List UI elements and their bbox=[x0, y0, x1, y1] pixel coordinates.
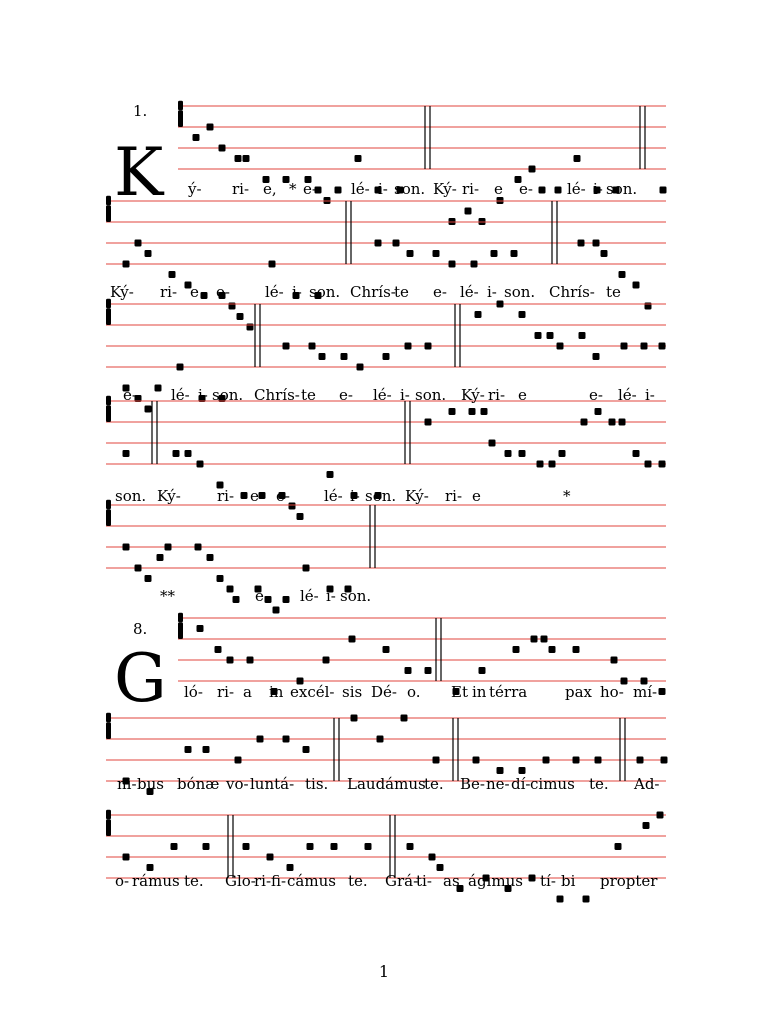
syllable: propter bbox=[600, 872, 658, 890]
syllable: i- bbox=[487, 283, 497, 301]
neume-punctum bbox=[303, 565, 310, 572]
syllable: ri- bbox=[488, 386, 506, 404]
neume-punctum bbox=[287, 864, 294, 871]
syllable: Dé- bbox=[371, 683, 397, 701]
neume-punctum bbox=[437, 864, 444, 871]
neume-punctum bbox=[269, 261, 276, 268]
syllable: ** bbox=[160, 587, 175, 605]
neume-punctum bbox=[573, 757, 580, 764]
syllable: te bbox=[301, 386, 316, 404]
neume-punctum bbox=[215, 646, 222, 653]
neume-punctum bbox=[519, 311, 526, 318]
syllable: Ký- bbox=[110, 283, 134, 301]
neume-punctum bbox=[574, 155, 581, 162]
syllable: lé- bbox=[618, 386, 637, 404]
neume-punctum bbox=[535, 332, 542, 339]
syllable: excél- bbox=[290, 683, 335, 701]
neume-punctum bbox=[615, 843, 622, 850]
neume-punctum bbox=[557, 343, 564, 350]
syllable: fi- bbox=[271, 872, 287, 890]
neume-punctum bbox=[207, 124, 214, 131]
syllable: e- bbox=[339, 386, 353, 404]
neume-punctum bbox=[147, 864, 154, 871]
neume-punctum bbox=[547, 332, 554, 339]
neume-punctum bbox=[273, 607, 280, 614]
neume-punctum bbox=[621, 343, 628, 350]
neume-punctum bbox=[243, 843, 250, 850]
syllable: son. bbox=[340, 587, 372, 605]
neume-punctum bbox=[497, 767, 504, 774]
neume-punctum bbox=[243, 155, 250, 162]
syllable: bi bbox=[561, 872, 576, 890]
neume-punctum bbox=[559, 450, 566, 457]
c-clef bbox=[178, 110, 183, 127]
lyrics-line bbox=[0, 587, 768, 607]
neume-punctum bbox=[543, 757, 550, 764]
syllable: son. bbox=[504, 283, 536, 301]
neume-punctum bbox=[135, 240, 142, 247]
syllable: ri- bbox=[254, 872, 272, 890]
syllable: Be- bbox=[460, 775, 485, 793]
c-clef bbox=[178, 622, 183, 639]
neume-punctum bbox=[469, 408, 476, 415]
syllable: Glo- bbox=[225, 872, 256, 890]
syllable: in bbox=[472, 683, 487, 701]
syllable: dí- bbox=[511, 775, 531, 793]
neume-punctum bbox=[375, 240, 382, 247]
syllable: Ký- bbox=[433, 180, 457, 198]
syllable: i- bbox=[378, 180, 388, 198]
drop-cap-initial: K bbox=[114, 134, 164, 211]
neume-punctum bbox=[357, 364, 364, 371]
neume-punctum bbox=[519, 767, 526, 774]
neume-punctum bbox=[593, 240, 600, 247]
syllable: e- bbox=[433, 283, 447, 301]
neume-punctum bbox=[123, 261, 130, 268]
syllable: e bbox=[518, 386, 527, 404]
neume-punctum bbox=[197, 625, 204, 632]
syllable: lé- bbox=[171, 386, 190, 404]
syllable: te. bbox=[348, 872, 368, 890]
syllable: lé- bbox=[324, 487, 343, 505]
syllable: térra bbox=[489, 683, 528, 701]
syllable: e- bbox=[519, 180, 533, 198]
neume-punctum bbox=[425, 343, 432, 350]
neume-punctum bbox=[307, 843, 314, 850]
neume-punctum bbox=[529, 166, 536, 173]
syllable: lé- bbox=[460, 283, 479, 301]
neume-punctum bbox=[511, 250, 518, 257]
neume-punctum bbox=[583, 896, 590, 903]
neume-punctum bbox=[169, 271, 176, 278]
syllable: ri- bbox=[232, 180, 250, 198]
syllable: i- bbox=[645, 386, 655, 404]
syllable: bónæ bbox=[177, 775, 220, 793]
neume-punctum bbox=[645, 461, 652, 468]
neume-punctum bbox=[578, 240, 585, 247]
neume-punctum bbox=[197, 461, 204, 468]
syllable: Ký- bbox=[461, 386, 485, 404]
neume-punctum bbox=[283, 343, 290, 350]
neume-punctum bbox=[283, 736, 290, 743]
neume-punctum bbox=[349, 636, 356, 643]
neume-punctum bbox=[145, 250, 152, 257]
syllable: in bbox=[269, 683, 284, 701]
c-clef-upper bbox=[106, 810, 111, 819]
syllable: ti- bbox=[416, 872, 432, 890]
neume-punctum bbox=[267, 854, 274, 861]
syllable: lé- bbox=[300, 587, 319, 605]
syllable: e bbox=[190, 283, 199, 301]
syllable: son. bbox=[212, 386, 244, 404]
neume-punctum bbox=[465, 208, 472, 215]
syllable: vo- bbox=[226, 775, 249, 793]
neume-punctum bbox=[383, 646, 390, 653]
syllable: e bbox=[494, 180, 503, 198]
neume-punctum bbox=[643, 822, 650, 829]
syllable: Ad- bbox=[634, 775, 660, 793]
neume-punctum bbox=[355, 155, 362, 162]
neume-punctum bbox=[531, 636, 538, 643]
syllable: ágimus bbox=[468, 872, 523, 890]
c-clef bbox=[106, 308, 111, 325]
neume-punctum bbox=[579, 332, 586, 339]
c-clef-upper bbox=[106, 713, 111, 722]
lyrics-line bbox=[0, 683, 768, 703]
syllable: ri- bbox=[217, 487, 235, 505]
c-clef bbox=[106, 509, 111, 526]
syllable: rámus bbox=[132, 872, 180, 890]
neume-punctum bbox=[405, 343, 412, 350]
neume-punctum bbox=[407, 250, 414, 257]
neume-punctum bbox=[171, 843, 178, 850]
neume-punctum bbox=[611, 657, 618, 664]
neume-punctum bbox=[257, 736, 264, 743]
neume-punctum bbox=[479, 667, 486, 674]
syllable: te bbox=[394, 283, 409, 301]
syllable: te. bbox=[424, 775, 444, 793]
neume-punctum bbox=[641, 343, 648, 350]
syllable: Laudámus bbox=[347, 775, 426, 793]
neume-punctum bbox=[203, 843, 210, 850]
neume-punctum bbox=[135, 565, 142, 572]
neume-punctum bbox=[659, 343, 666, 350]
neume-punctum bbox=[297, 513, 304, 520]
syllable: cámus bbox=[287, 872, 336, 890]
neume-punctum bbox=[327, 471, 334, 478]
syllable: lé- bbox=[265, 283, 284, 301]
neume-punctum bbox=[165, 544, 172, 551]
neume-punctum bbox=[659, 461, 666, 468]
neume-punctum bbox=[549, 461, 556, 468]
neume-punctum bbox=[323, 657, 330, 664]
neume-punctum bbox=[235, 155, 242, 162]
syllable: cimus bbox=[530, 775, 575, 793]
neume-punctum bbox=[123, 450, 130, 457]
neume-punctum bbox=[481, 408, 488, 415]
syllable: son. bbox=[606, 180, 638, 198]
syllable: * bbox=[563, 487, 571, 505]
lyrics-line bbox=[0, 180, 768, 200]
syllable: son. bbox=[415, 386, 447, 404]
neume-punctum bbox=[595, 408, 602, 415]
neume-punctum bbox=[383, 353, 390, 360]
syllable: * bbox=[289, 180, 297, 198]
syllable: o. bbox=[407, 683, 421, 701]
neume-punctum bbox=[489, 440, 496, 447]
neume-punctum bbox=[473, 757, 480, 764]
neume-punctum bbox=[145, 406, 152, 413]
syllable: e- bbox=[303, 180, 317, 198]
syllable: pax bbox=[565, 683, 593, 701]
neume-punctum bbox=[619, 271, 626, 278]
syllable: Et bbox=[451, 683, 468, 701]
syllable: e- bbox=[255, 587, 269, 605]
lyrics-line bbox=[0, 386, 768, 406]
syllable: ri- bbox=[445, 487, 463, 505]
neume-punctum bbox=[303, 746, 310, 753]
neume-punctum bbox=[207, 554, 214, 561]
syllable: son. bbox=[365, 487, 397, 505]
syllable: luntá- bbox=[250, 775, 295, 793]
neume-punctum bbox=[177, 364, 184, 371]
neume-punctum bbox=[657, 812, 664, 819]
lyrics-line bbox=[0, 775, 768, 795]
neume-punctum bbox=[351, 715, 358, 722]
syllable: son. bbox=[115, 487, 147, 505]
neume-punctum bbox=[185, 746, 192, 753]
neume-punctum bbox=[429, 854, 436, 861]
neume-punctum bbox=[449, 261, 456, 268]
syllable: tí- bbox=[540, 872, 556, 890]
syllable: e- bbox=[123, 386, 137, 404]
syllable: mí- bbox=[633, 683, 658, 701]
syllable: ri- bbox=[462, 180, 480, 198]
lyrics-line bbox=[0, 872, 768, 892]
lyrics-line bbox=[0, 487, 768, 507]
syllable: e bbox=[472, 487, 481, 505]
syllable: son. bbox=[309, 283, 341, 301]
neume-punctum bbox=[491, 250, 498, 257]
syllable: Chrís- bbox=[549, 283, 595, 301]
piece-number: 8. bbox=[133, 620, 148, 638]
syllable: lé- bbox=[567, 180, 586, 198]
page-number: 1 bbox=[378, 962, 390, 981]
neume-punctum bbox=[425, 667, 432, 674]
syllable: sis bbox=[342, 683, 363, 701]
neume-punctum bbox=[377, 736, 384, 743]
neume-punctum bbox=[513, 646, 520, 653]
c-clef-upper bbox=[178, 101, 183, 110]
syllable: ni- bbox=[117, 775, 137, 793]
syllable: e, bbox=[263, 180, 277, 198]
syllable: ló- bbox=[184, 683, 203, 701]
neume-punctum bbox=[549, 646, 556, 653]
lyrics-line bbox=[0, 283, 768, 303]
syllable: te bbox=[606, 283, 621, 301]
syllable: i- bbox=[292, 283, 302, 301]
syllable: Chrís- bbox=[254, 386, 300, 404]
syllable: Grá- bbox=[385, 872, 419, 890]
neume-punctum bbox=[661, 757, 668, 764]
syllable: ý- bbox=[188, 180, 202, 198]
syllable: i- bbox=[198, 386, 208, 404]
syllable: ne- bbox=[486, 775, 510, 793]
neume-punctum bbox=[157, 554, 164, 561]
neume-punctum bbox=[237, 313, 244, 320]
syllable: son. bbox=[394, 180, 426, 198]
neume-punctum bbox=[193, 134, 200, 141]
syllable: e bbox=[250, 487, 259, 505]
c-clef bbox=[106, 205, 111, 222]
syllable: Ký- bbox=[157, 487, 181, 505]
neume-punctum bbox=[401, 715, 408, 722]
neume-punctum bbox=[247, 657, 254, 664]
neume-punctum bbox=[393, 240, 400, 247]
neume-punctum bbox=[407, 843, 414, 850]
neume-punctum bbox=[203, 746, 210, 753]
neume-punctum bbox=[609, 419, 616, 426]
syllable: e- bbox=[276, 487, 290, 505]
neume-punctum bbox=[195, 544, 202, 551]
neume-punctum bbox=[227, 657, 234, 664]
syllable: as bbox=[443, 872, 460, 890]
neume-punctum bbox=[619, 419, 626, 426]
syllable: Ký- bbox=[405, 487, 429, 505]
syllable: ri- bbox=[217, 683, 235, 701]
neume-punctum bbox=[593, 353, 600, 360]
c-clef bbox=[106, 405, 111, 422]
neume-punctum bbox=[219, 145, 226, 152]
neume-punctum bbox=[185, 450, 192, 457]
neume-punctum bbox=[471, 261, 478, 268]
neume-punctum bbox=[637, 757, 644, 764]
neume-punctum bbox=[541, 636, 548, 643]
c-clef bbox=[106, 722, 111, 739]
neume-punctum bbox=[557, 896, 564, 903]
syllable: i- bbox=[326, 587, 336, 605]
c-clef bbox=[106, 819, 111, 836]
syllable: ri- bbox=[160, 283, 178, 301]
syllable: ho- bbox=[600, 683, 624, 701]
neume-punctum bbox=[319, 353, 326, 360]
neume-punctum bbox=[235, 757, 242, 764]
neume-punctum bbox=[601, 250, 608, 257]
neume-punctum bbox=[365, 843, 372, 850]
neume-punctum bbox=[519, 450, 526, 457]
syllable: e- bbox=[216, 283, 230, 301]
neume-punctum bbox=[173, 450, 180, 457]
drop-cap-initial: G bbox=[114, 640, 167, 717]
neume-punctum bbox=[537, 461, 544, 468]
neume-punctum bbox=[217, 575, 224, 582]
neume-punctum bbox=[425, 419, 432, 426]
neume-punctum bbox=[309, 343, 316, 350]
c-clef-upper bbox=[178, 613, 183, 622]
syllable: Chrís- bbox=[350, 283, 396, 301]
neume-punctum bbox=[145, 575, 152, 582]
neume-punctum bbox=[505, 450, 512, 457]
neume-punctum bbox=[595, 757, 602, 764]
neume-punctum bbox=[573, 646, 580, 653]
neume-punctum bbox=[123, 544, 130, 551]
syllable: te. bbox=[184, 872, 204, 890]
neume-punctum bbox=[633, 450, 640, 457]
syllable: e- bbox=[589, 386, 603, 404]
syllable: a bbox=[243, 683, 252, 701]
syllable: tis. bbox=[305, 775, 329, 793]
neume-punctum bbox=[449, 408, 456, 415]
syllable: lé- bbox=[373, 386, 392, 404]
syllable: o- bbox=[115, 872, 130, 890]
neume-punctum bbox=[475, 311, 482, 318]
neume-punctum bbox=[433, 757, 440, 764]
syllable: te. bbox=[589, 775, 609, 793]
neume-punctum bbox=[341, 353, 348, 360]
neume-punctum bbox=[581, 419, 588, 426]
neume-punctum bbox=[123, 854, 130, 861]
syllable: i- bbox=[350, 487, 360, 505]
neume-punctum bbox=[433, 250, 440, 257]
syllable: i- bbox=[593, 180, 603, 198]
neume-punctum bbox=[405, 667, 412, 674]
syllable: i- bbox=[400, 386, 410, 404]
syllable: bus bbox=[137, 775, 164, 793]
piece-number: 1. bbox=[133, 102, 148, 120]
syllable: lé- bbox=[351, 180, 370, 198]
neume-punctum bbox=[331, 843, 338, 850]
